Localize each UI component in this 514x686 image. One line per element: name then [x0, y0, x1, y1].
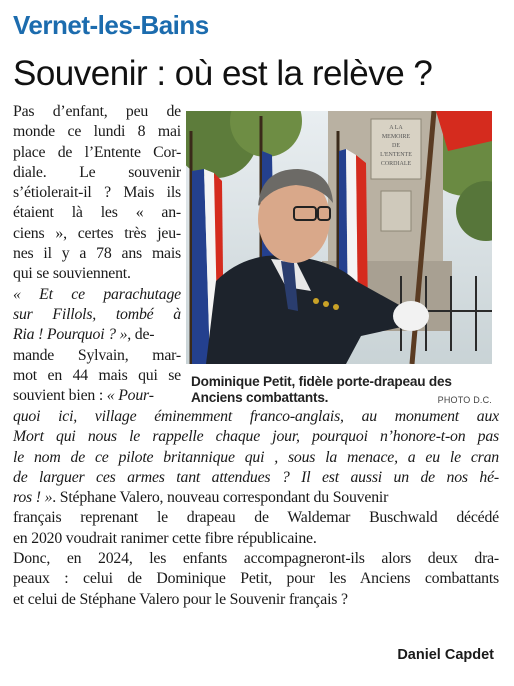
section-kicker: Vernet-les-Bains [13, 10, 209, 40]
body-line: place de l’Entente Cor- [13, 143, 181, 161]
body-line: qui se souviennent. [13, 265, 131, 283]
body-line [13, 488, 499, 508]
body-line: nes il y a 78 ans mais [13, 245, 181, 263]
body-line: mande Sylvain, mar- [13, 346, 181, 364]
photo-caption: Dominique Petit, fidèle porte-drapeau des Anciens combattants. [191, 374, 452, 405]
plaque-text: L'ENTENTE [380, 152, 412, 158]
quote-fragment: « Pour- [103, 387, 154, 405]
body-line: monde ce lundi 8 mai [13, 123, 181, 141]
body-line: ciens », certes très jeu- [13, 224, 181, 242]
body-line: Pas d’enfant, peu de [13, 103, 181, 120]
body-line [13, 325, 181, 345]
body-line: Donc, en 2024, les enfants accompagneront-ils alors deux dra- [13, 550, 499, 568]
body-fragment: . Stéphane Valero, nouveau correspondant du Souvenir [52, 489, 389, 507]
body-fragment: , de- [127, 326, 155, 344]
article-body-full-width [13, 407, 499, 610]
body-line: diale. Le souvenir [13, 163, 181, 181]
article-photo [186, 111, 492, 364]
quote-line: le nom de ce pilote britannique qui , sous la menace, a eu le cran [13, 448, 499, 466]
article-headline: Souvenir : où est la relève ? [13, 54, 433, 93]
plaque-text: A LA [389, 125, 403, 131]
body-line: français reprenant le drapeau de Waldemar Buschwald décédé [13, 509, 499, 527]
quote-line: quoi ici, village éminemment franco-anglais, au monument aux [13, 408, 499, 425]
body-line: et celui de Stéphane Valero pour le Souvenir français ? [13, 590, 348, 608]
quote-line: de larguer ces armes tant attendues ? Il est aussi un de nos hé- [13, 468, 499, 486]
quote-line: « Et ce parachutage [13, 285, 181, 303]
body-fragment: souvient bien : [13, 387, 104, 405]
photo-illustration [186, 111, 492, 364]
plaque-text: MEMOIRE [381, 134, 411, 140]
article-body-left-column [13, 102, 181, 406]
body-line: peaux : celui de Dominique Petit, pour les Anciens combattants [13, 570, 499, 588]
body-line [13, 386, 181, 406]
plaque-text: DE [392, 143, 400, 149]
body-line: étaient là les « an- [13, 204, 181, 222]
memorial-medallion [381, 191, 411, 231]
body-line: mot en 44 mais qui se [13, 366, 181, 384]
quote-fragment: Ria ! Pourquoi ? » [13, 326, 128, 344]
quote-line: Mort qui nous le rappelle chaque jour, pourquoi n’honore-t-on pas [13, 428, 499, 446]
body-line: s’étiolerait-il ? Mais ils [13, 184, 181, 202]
author-byline: Daniel Capdet [397, 647, 494, 663]
quote-line: sur Fillols, tombé à [13, 305, 181, 323]
photo-credit: PHOTO D.C. [437, 395, 492, 405]
quote-fragment: ros ! » [13, 489, 53, 507]
plaque-text: CORDIALE [380, 161, 412, 167]
body-line: en 2020 voudrait ranimer cette fibre républicaine. [13, 529, 317, 547]
